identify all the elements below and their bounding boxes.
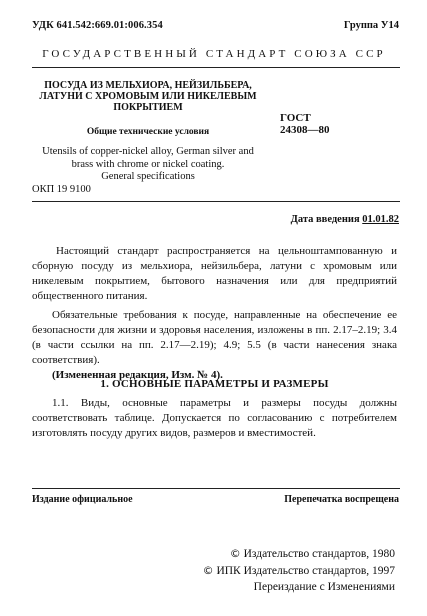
official-edition: Издание официальное — [32, 494, 133, 505]
document-title-line: ПОСУДА ИЗ МЕЛЬХИОРА, НЕЙЗИЛЬБЕРА, — [44, 80, 252, 91]
body-text — [32, 244, 397, 383]
english-title — [32, 146, 264, 184]
gost-label: ГОСТ — [280, 112, 311, 124]
gost-number: 24308—80 — [280, 124, 330, 136]
clause-1-1-text: 1.1. Виды, основные параметры и размеры посуды должны соответствовать таблице. Допускается по согласованию с потребителем изготовлять посуду других видов, размеров и вместимостей. — [32, 397, 397, 439]
group-code: Группа У14 — [343, 20, 399, 31]
standard-title: ГОСУДАРСТВЕННЫЙ СТАНДАРТ СОЮЗА ССР — [42, 48, 386, 60]
amendment-note: (Измененная редакция, Изм. № 4). — [52, 369, 223, 381]
paragraph-scope: Настоящий стандарт распространяется на цельноштампованную и сборную посуду из мельхиора, нейзильбера, латуни с хромовым или никелевым покрытием, бытового назначения или для предприятий общественного питания. — [32, 245, 397, 302]
effective-date — [291, 214, 399, 225]
section-heading: 1. ОСНОВНЫЕ ПАРАМЕТРЫ И РАЗМЕРЫ — [100, 378, 329, 390]
copyright-line-1 — [230, 547, 395, 560]
middle-rule — [32, 201, 400, 202]
top-rule — [32, 67, 400, 68]
date-label: Дата введения — [290, 214, 360, 225]
udk-code: УДК 641.542:669.01:006.354 — [32, 20, 163, 31]
reprint-prohibited: Перепечатка воспрещена — [284, 494, 399, 505]
english-title-line: General specifications — [101, 171, 195, 182]
date-value: 01.01.82 — [362, 214, 399, 225]
document-title — [32, 80, 264, 113]
english-title-line: brass with chrome or nickel coating. — [71, 158, 225, 170]
copyright-icon: © — [229, 547, 241, 560]
document-subtitle: Общие технические условия — [86, 127, 210, 137]
copyright-text-1: Издательство стандартов, 1980 — [243, 548, 395, 560]
copyright-icon: © — [202, 564, 214, 577]
okp-code: ОКП 19 9100 — [32, 184, 91, 195]
copyright-line-2 — [203, 564, 395, 577]
document-title-line: ЛАТУНИ С ХРОМОВЫМ ИЛИ НИКЕЛЕВЫМ — [39, 91, 257, 102]
copyright-text-2: ИПК Издательство стандартов, 1997 — [216, 565, 395, 577]
document-title-line: ПОКРЫТИЕМ — [113, 102, 183, 113]
clause-1-1 — [32, 396, 397, 441]
reissue-note: Переиздание с Изменениями — [253, 581, 395, 593]
english-title-line: Utensils of copper-nickel alloy, German silver and — [42, 146, 254, 157]
bottom-rule — [32, 488, 400, 489]
paragraph-requirements: Обязательные требования к посуде, направленные на обеспечение ее безопасности для жизни и здоровья населения, изложены в пп. 2.17–2.19; 3.4 (в части ссылки на пп. 2.17—2.19); 4.9; 5.5 (в части нанесения знака соответствия). — [32, 309, 397, 366]
